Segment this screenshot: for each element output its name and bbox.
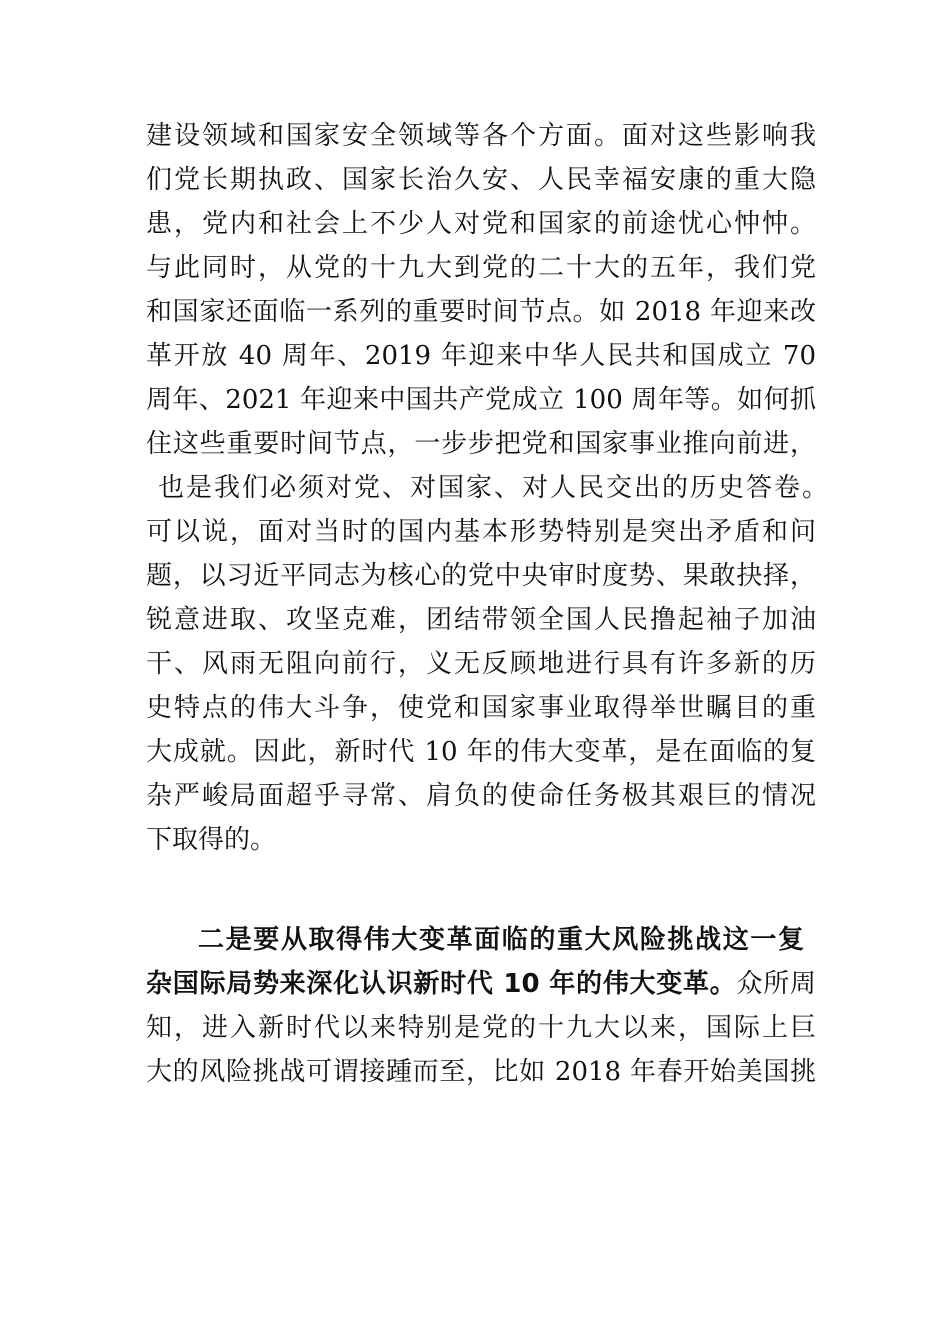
paragraph-line: 周年、2021 年迎来中国共产党成立 100 周年等。如何抓 xyxy=(146,385,816,415)
section-heading-text: 杂国际局势来深化认识新时代 10 年的伟大变革。 xyxy=(146,969,737,999)
paragraph-line: 建设领域和国家安全领域等各个方面。面对这些影响我 xyxy=(146,121,816,151)
paragraph-line: 们党长期执政、国家长治久安、人民幸福安康的重大隐 xyxy=(146,165,816,195)
paragraph-line: 锐意进取、攻坚克难，团结带领全国人民撸起袖子加油 xyxy=(146,605,816,635)
section-heading-line-mixed xyxy=(146,962,816,1006)
paragraph-line: 下取得的。 xyxy=(146,825,277,855)
paragraph-line: 可以说，面对当时的国内基本形势特别是突出矛盾和问 xyxy=(146,517,816,547)
paragraph-line: 干、风雨无阻向前行，义无反顾地进行具有许多新的历 xyxy=(146,649,816,679)
section-heading-line: 二是要从取得伟大变革面临的重大风险挑战这一复 xyxy=(198,925,804,955)
paragraph-line: 与此同时，从党的十九大到党的二十大的五年，我们党 xyxy=(146,253,816,283)
paragraph-text: 众所周 xyxy=(736,969,816,999)
paragraph-line: 革开放 40 周年、2019 年迎来中华人民共和国成立 70 xyxy=(146,341,816,371)
paragraph-line: 患，党内和社会上不少人对党和国家的前途忧心忡忡。 xyxy=(146,209,816,239)
paragraph-line: 大的风险挑战可谓接踵而至，比如 2018 年春开始美国挑 xyxy=(146,1057,816,1087)
paragraph-line: 史特点的伟大斗争，使党和国家事业取得举世瞩目的重 xyxy=(146,693,816,723)
paragraph-line: 住这些重要时间节点，一步步把党和国家事业推向前进， xyxy=(146,429,816,459)
paragraph-line: 大成就。因此，新时代 10 年的伟大变革，是在面临的复 xyxy=(146,737,816,767)
paragraph-line: 题，以习近平同志为核心的党中央审时度势、果敢抉择， xyxy=(146,561,816,591)
paragraph-line: 杂严峻局面超乎寻常、肩负的使命任务极其艰巨的情况 xyxy=(146,781,816,811)
paragraph-line: 和国家还面临一系列的重要时间节点。如 2018 年迎来改 xyxy=(146,297,816,327)
paragraph-line: 也是我们必须对党、对国家、对人民交出的历史答卷。 xyxy=(158,473,828,503)
paragraph-line: 知，进入新时代以来特别是党的十九大以来，国际上巨 xyxy=(146,1013,816,1043)
